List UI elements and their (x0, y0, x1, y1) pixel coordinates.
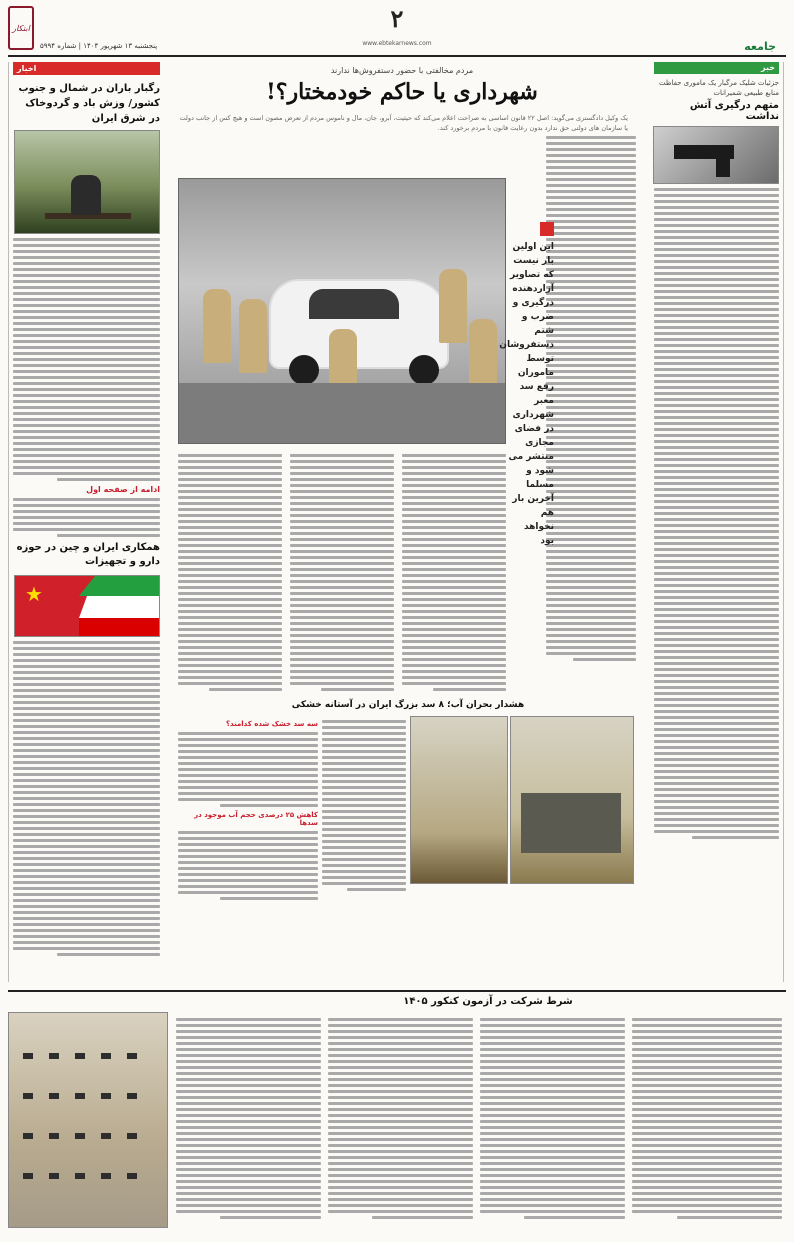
dam-headline[interactable]: هشدار بحران آب؛ ۸ سد بزرگ ایران در آستانه خشکی (291, 700, 525, 710)
street-vendor-photo (178, 178, 506, 444)
photo-caption (499, 222, 554, 548)
person-shape (71, 175, 101, 215)
main-body-col-3 (290, 450, 394, 694)
main-story (170, 62, 634, 133)
konkur-headline[interactable]: شرط شرکت در آزمون کنکور ۱۴۰۵ (403, 996, 573, 1007)
caption-text: این اولین بار نیست که تصاویر آزاردهنده درگیری و ضرب و شتم دستفروشان توسط ماموران رفع سد معبر شهرداری در فضای مجازی منتشر می شود و مسلما آخرین بار هم نخواهد بود (499, 242, 554, 546)
exam-hall-photo (8, 1012, 168, 1228)
iran-china-headline[interactable]: همکاری ایران و چین در حوزه دارو و تجهیزات (16, 542, 160, 567)
china-iran-flags-image (14, 575, 160, 637)
dam-photo-2 (410, 716, 508, 884)
dam-sidebar (178, 716, 318, 884)
dam-body-col-2 (322, 716, 406, 894)
weather-headline[interactable]: رگبار باران در شمال و جنوب کشور/ وزش باد و گردوخاک در شرق ایران (18, 83, 160, 124)
konkur-col-1 (632, 1014, 782, 1222)
section-title: جامعه (744, 40, 776, 53)
konkur-col-2 (480, 1014, 625, 1222)
bottom-story (8, 990, 786, 1234)
right-body (654, 188, 779, 839)
star-icon: ★ (25, 582, 43, 606)
main-kicker: مردم مخالفتی با حضور دستفروش‌ها ندارند (330, 66, 474, 75)
continue-label: ادامه از صفحه اول (86, 485, 160, 494)
news-label-right: خبر (654, 62, 779, 74)
page-number: ۲ (390, 4, 404, 33)
left-news-column (8, 62, 160, 982)
main-body-col-2 (402, 450, 506, 694)
newspaper-logo: ابتکار (8, 6, 34, 50)
continued-body (13, 498, 160, 537)
main-lead: یک وکیل دادگستری می‌گوید: اصل ۲۲ قانون اساسی به صراحت اعلام می‌کند که حیثیت، آبرو، جان، مال و ناموس مردم از تعرض مصون است و هیچ کس از جانب دولت یا سازمان های دولتی حق ندارد بدون رعایت قانون با مردم برخورد کند. (179, 114, 628, 132)
weather-photo (14, 130, 160, 234)
right-news-column (654, 62, 784, 982)
dam-box-head-1: سه سد خشک شده کدامند؟ (225, 720, 318, 728)
weather-body (13, 238, 160, 481)
right-headline[interactable]: متهم درگیری آتش نداشت (689, 100, 779, 122)
main-body-col-1 (546, 132, 636, 664)
dam-photo (510, 716, 634, 884)
pistol-photo (653, 126, 779, 184)
konkur-col-3 (328, 1014, 473, 1222)
main-headline[interactable]: شهرداری یا حاکم خودمختار؟! (266, 79, 538, 105)
site-url[interactable]: www.ebtekarnews.com (362, 40, 432, 47)
news-label: اخبار (13, 62, 160, 75)
konkur-col-4 (176, 1014, 321, 1222)
iran-china-body (13, 641, 160, 956)
main-body-col-4 (178, 450, 282, 694)
masthead (0, 0, 794, 60)
caption-marker-icon (540, 222, 554, 236)
right-kicker: جزئیات شلیک مرگبار یک ماموری حفاظت منابع طبیعی شمیرانات (659, 79, 779, 97)
dam-box-head-2: کاهش ۲۵ درصدی حجم آب موجود در سدها (194, 811, 318, 827)
issue-date: پنجشنبه ۱۳ شهریور ۱۴۰۴ | شماره ۵۹۹۴ (40, 42, 158, 50)
masthead-rule (8, 55, 786, 57)
